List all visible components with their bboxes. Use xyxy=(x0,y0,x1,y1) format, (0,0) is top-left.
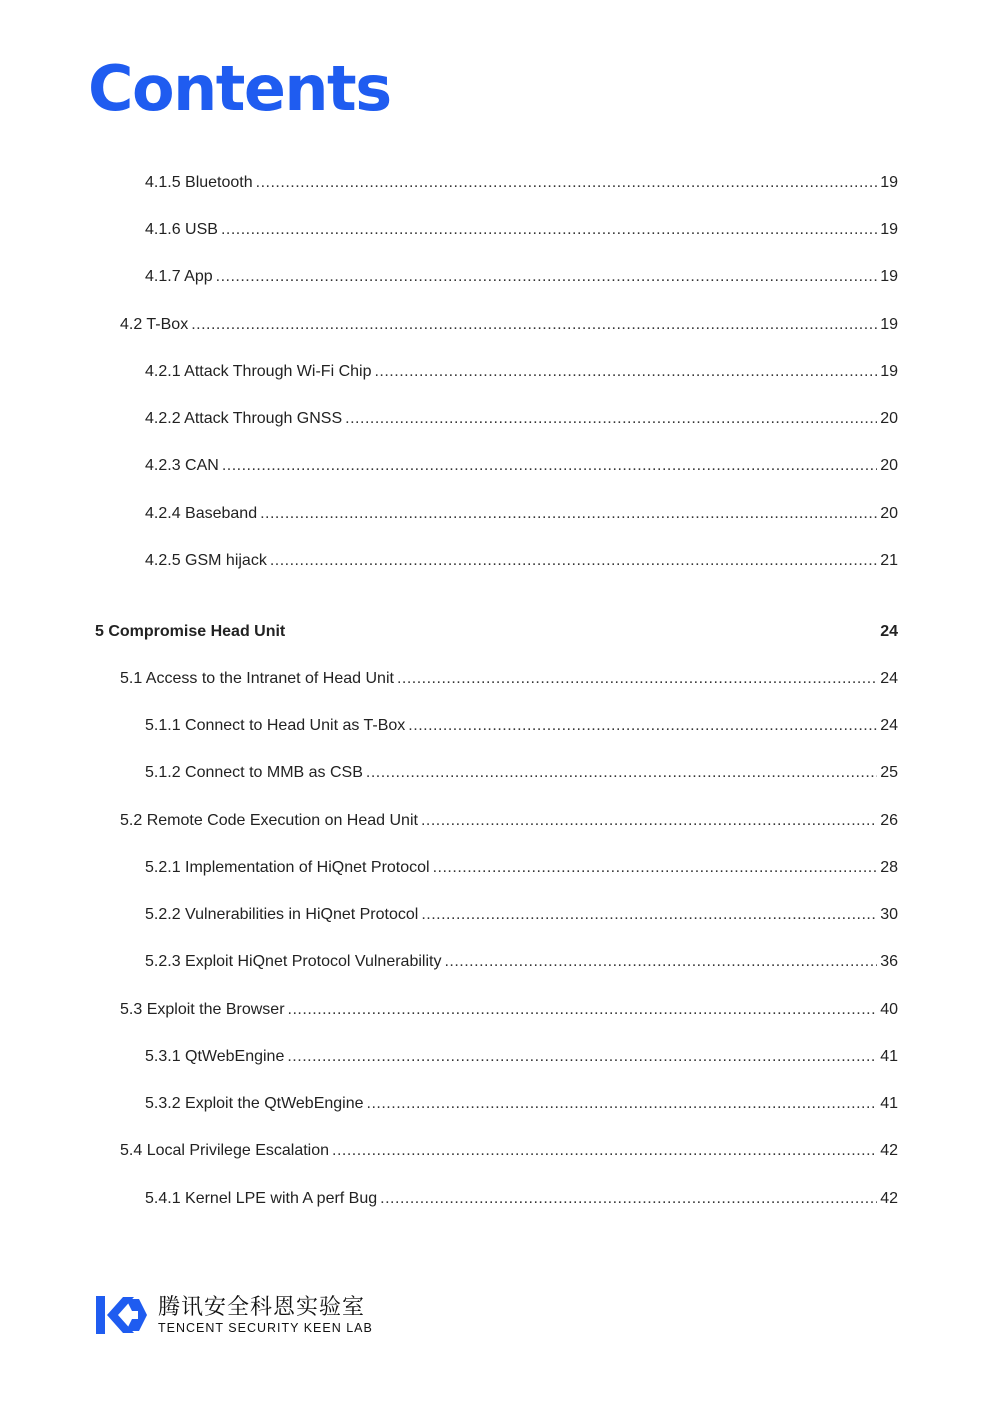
toc-leader-dots xyxy=(397,669,877,689)
toc-entry-page: 19 xyxy=(880,174,898,191)
toc-entry-label: 5.3.2 Exploit the QtWebEngine xyxy=(145,1095,364,1112)
toc-entry[interactable] xyxy=(145,551,898,571)
toc-entry-page: 20 xyxy=(880,505,898,522)
toc-leader-dots xyxy=(287,1047,877,1067)
toc-entry[interactable] xyxy=(145,220,898,240)
toc-entry-page: 41 xyxy=(880,1048,898,1065)
page-title: Contents xyxy=(88,52,391,125)
toc-entry-page: 20 xyxy=(880,457,898,474)
toc-entry-label: 5.1.1 Connect to Head Unit as T-Box xyxy=(145,717,406,734)
toc-entry[interactable] xyxy=(120,811,898,831)
toc-entry-label: 5.2.1 Implementation of HiQnet Protocol xyxy=(145,859,430,876)
toc-leader-dots xyxy=(408,716,877,736)
toc-entry[interactable] xyxy=(145,456,898,476)
toc-entry[interactable] xyxy=(145,952,898,972)
toc-leader-dots xyxy=(380,1189,877,1209)
toc-entry[interactable] xyxy=(120,1141,898,1161)
toc-leader-dots xyxy=(433,858,878,878)
toc-chapter-label: 5 Compromise Head Unit xyxy=(95,623,286,640)
toc-entry-page: 26 xyxy=(880,812,898,829)
brand-name-english: TENCENT SECURITY KEEN LAB xyxy=(158,1321,373,1335)
toc-entry-page: 19 xyxy=(880,221,898,238)
toc-entry-label: 4.2 T-Box xyxy=(120,316,189,333)
toc-entry-label: 5.2.3 Exploit HiQnet Protocol Vulnerability xyxy=(145,953,442,970)
toc-leader-dots xyxy=(444,952,877,972)
toc-entry-page: 19 xyxy=(880,363,898,380)
toc-entry-label: 5.4.1 Kernel LPE with A perf Bug xyxy=(145,1190,378,1207)
toc-leader-dots xyxy=(366,763,877,783)
toc-entry[interactable] xyxy=(145,858,898,878)
toc-entry[interactable] xyxy=(145,504,898,524)
toc-leader-dots xyxy=(374,362,877,382)
toc-entry-page: 25 xyxy=(880,764,898,781)
toc-leader-dots xyxy=(421,905,877,925)
toc-entry-label: 5.1.2 Connect to MMB as CSB xyxy=(145,764,363,781)
toc-entry[interactable] xyxy=(145,1047,898,1067)
toc-leader-dots xyxy=(332,1141,877,1161)
footer-brand xyxy=(96,1294,373,1336)
toc-entry-label: 4.1.6 USB xyxy=(145,221,218,238)
toc-entry-page: 24 xyxy=(880,717,898,734)
toc-leader-dots xyxy=(421,811,877,831)
toc-entry-page: 28 xyxy=(880,859,898,876)
toc-entry[interactable] xyxy=(145,763,898,783)
toc-entry[interactable] xyxy=(145,716,898,736)
toc-entry-page: 19 xyxy=(880,268,898,285)
toc-entry-page: 40 xyxy=(880,1001,898,1018)
toc-entry[interactable] xyxy=(145,905,898,925)
toc-entry[interactable] xyxy=(145,409,898,429)
toc-entry-label: 5.3.1 QtWebEngine xyxy=(145,1048,285,1065)
toc-entry-label: 4.2.2 Attack Through GNSS xyxy=(145,410,343,427)
toc-leader-dots xyxy=(270,551,877,571)
toc-entry-page: 42 xyxy=(880,1190,898,1207)
toc-entry-page: 21 xyxy=(880,552,898,569)
toc-entry-page: 30 xyxy=(880,906,898,923)
toc-leader-dots xyxy=(222,456,877,476)
toc-leader-dots xyxy=(191,315,877,335)
toc-entry-label: 5.4 Local Privilege Escalation xyxy=(120,1142,330,1159)
toc-entry[interactable] xyxy=(120,1000,898,1020)
toc-entry-page: 41 xyxy=(880,1095,898,1112)
toc-entry[interactable] xyxy=(145,362,898,382)
toc-entry[interactable] xyxy=(120,669,898,689)
toc-entry-label: 4.2.5 GSM hijack xyxy=(145,552,267,569)
toc-chapter-entry[interactable] xyxy=(95,622,898,642)
toc-leader-dots xyxy=(221,220,877,240)
toc-entry-label: 4.2.1 Attack Through Wi-Fi Chip xyxy=(145,363,372,380)
toc-entry-page: 42 xyxy=(880,1142,898,1159)
toc-entry-label: 4.1.5 Bluetooth xyxy=(145,174,253,191)
toc-entry-label: 5.1 Access to the Intranet of Head Unit xyxy=(120,670,394,687)
toc-entry[interactable] xyxy=(145,1094,898,1114)
toc-entry[interactable] xyxy=(145,267,898,287)
toc-entry-label: 4.2.3 CAN xyxy=(145,457,219,474)
toc-entry-page: 19 xyxy=(880,316,898,333)
toc-entry-label: 5.2 Remote Code Execution on Head Unit xyxy=(120,812,418,829)
toc-entry[interactable] xyxy=(145,173,898,193)
toc-entry[interactable] xyxy=(120,315,898,335)
toc-leader-dots xyxy=(216,267,878,287)
toc-leader-dots xyxy=(256,173,878,193)
toc-leader-dots xyxy=(345,409,877,429)
toc-entry-label: 4.2.4 Baseband xyxy=(145,505,258,522)
toc-entry-page: 24 xyxy=(880,670,898,687)
toc-entry-label: 4.1.7 App xyxy=(145,268,213,285)
toc-leader-dots xyxy=(260,504,877,524)
keen-lab-logo-icon xyxy=(96,1294,148,1336)
toc-chapter-page: 24 xyxy=(880,623,898,640)
toc-entry-label: 5.3 Exploit the Browser xyxy=(120,1001,285,1018)
brand-name-chinese: 腾讯安全科恩实验室 xyxy=(158,1295,366,1320)
toc-leader-dots xyxy=(367,1094,878,1114)
toc-entry-label: 5.2.2 Vulnerabilities in HiQnet Protocol xyxy=(145,906,419,923)
toc-entry-page: 36 xyxy=(880,953,898,970)
toc-entry[interactable] xyxy=(145,1189,898,1209)
toc-entry-page: 20 xyxy=(880,410,898,427)
toc-leader-dots xyxy=(288,1000,878,1020)
